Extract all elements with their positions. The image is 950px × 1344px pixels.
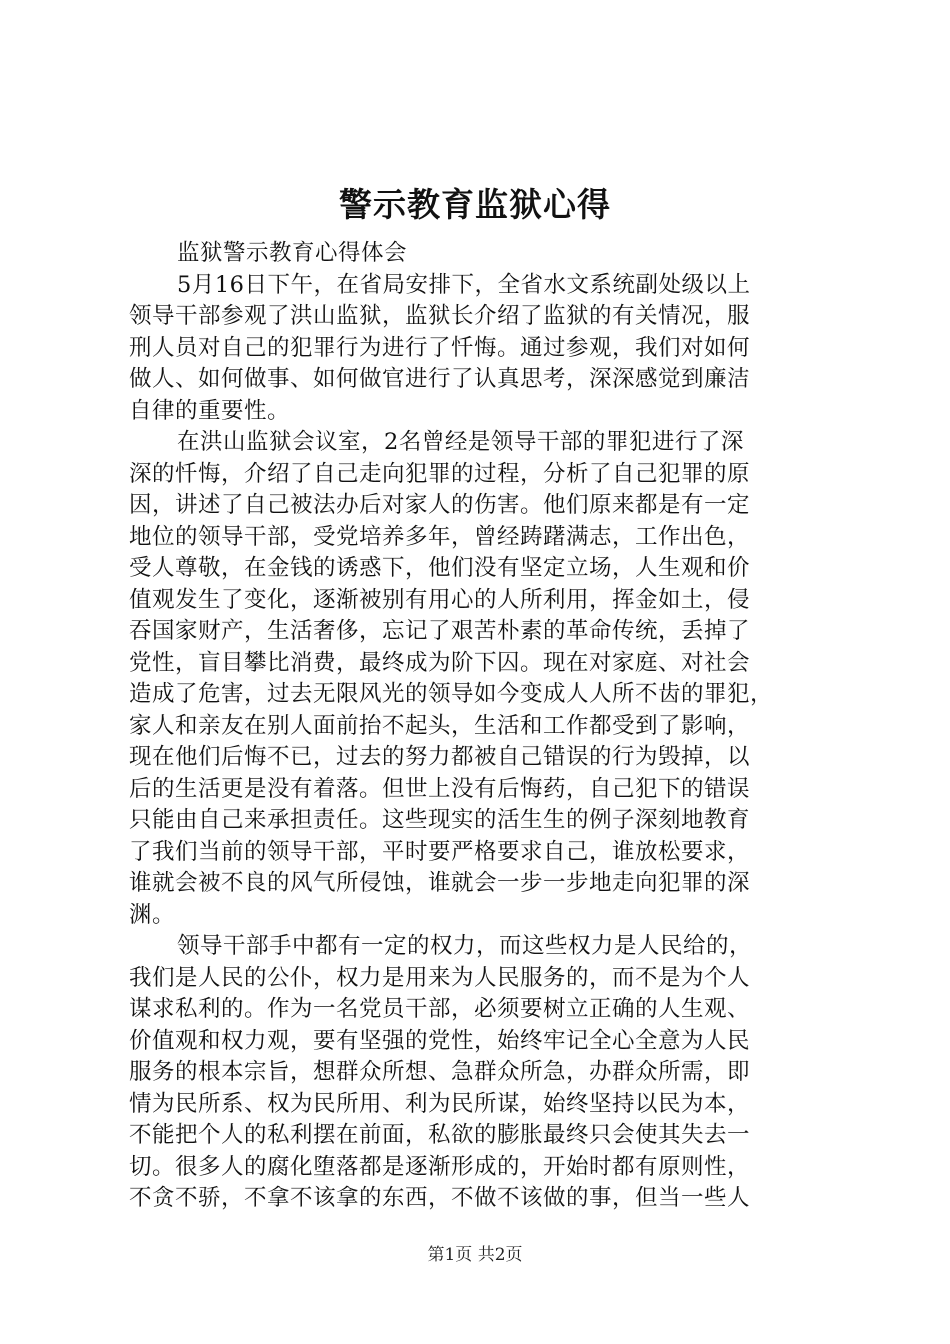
body-text-line: 造成了危害，过去无限风光的领导如今变成人人所不齿的罪犯，: [129, 681, 774, 707]
body-text-line: 谁就会被不良的风气所侵蚀，谁就会一步一步地走向犯罪的深: [129, 870, 751, 896]
body-text-line: 后的生活更是没有着落。但世上没有后悔药，自己犯下的错误: [129, 775, 751, 802]
body-text-line: 不贪不骄，不拿不该拿的东西，不做不该做的事，但当一些人: [129, 1185, 751, 1211]
body-text-line: 党性，盲目攀比消费，最终成为阶下囚。现在对家庭、对社会: [129, 649, 751, 676]
body-text-line: 领导干部参观了洪山监狱，监狱长介绍了监狱的有关情况，服: [129, 303, 751, 329]
body-text-line: 服务的根本宗旨，想群众所想、急群众所急，办群众所需，即: [129, 1059, 751, 1085]
body-text-line: 不能把个人的私利摆在前面，私欲的膨胀最终只会使其失去一: [129, 1122, 751, 1148]
body-text-line: 领导干部手中都有一定的权力，而这些权力是人民给的，: [177, 933, 753, 959]
body-text-line: 深的忏悔，介绍了自己走向犯罪的过程，分析了自己犯罪的原: [129, 460, 751, 487]
body-text-line: 吞国家财产，生活奢侈，忘记了艰苦朴素的革命传统，丢掉了: [129, 618, 751, 644]
body-text-line: 渊。: [129, 901, 176, 928]
body-text-line: 值观发生了变化，逐渐被别有用心的人所利用，挥金如土，侵: [129, 586, 751, 613]
body-text-line: 谋求私利的。作为一名党员干部，必须要树立正确的人生观、: [129, 996, 751, 1022]
body-text-line: 监狱警示教育心得体会: [177, 240, 408, 266]
body-text-line: 5月16日下午，在省局安排下，全省水文系统副处级以上: [177, 271, 751, 298]
body-text-line: 自律的重要性。: [129, 397, 291, 424]
body-text-line: 现在他们后悔不已，过去的努力都被自己错误的行为毁掉，以: [129, 744, 751, 770]
body-text-line: 价值观和权力观，要有坚强的党性，始终牢记全心全意为人民: [129, 1027, 751, 1054]
body-text-line: 只能由自己来承担责任。这些现实的活生生的例子深刻地教育: [129, 807, 751, 833]
body-text-line: 刑人员对自己的犯罪行为进行了忏悔。通过参观，我们对如何: [129, 334, 751, 361]
document-body: [129, 238, 829, 1215]
body-text-line: 切。很多人的腐化堕落都是逐渐形成的，开始时都有原则性，: [129, 1153, 751, 1180]
body-text-line: 家人和亲友在别人面前抬不起头，生活和工作都受到了影响，: [129, 712, 751, 739]
body-text-line: 因，讲述了自己被法办后对家人的伤害。他们原来都是有一定: [129, 492, 751, 518]
page-number-footer: 第1页 共2页: [427, 1245, 523, 1265]
document-title: 警示教育监狱心得: [339, 185, 611, 224]
body-text-line: 地位的领导干部，受党培养多年，曾经踌躇满志，工作出色，: [129, 523, 751, 550]
body-text-line: 情为民所系、权为民所用、利为民所谋，始终坚持以民为本，: [129, 1090, 751, 1117]
body-text-line: 在洪山监狱会议室，2名曾经是领导干部的罪犯进行了深: [177, 429, 744, 455]
body-text-line: 受人尊敬，在金钱的诱惑下，他们没有坚定立场，人生观和价: [129, 555, 751, 581]
body-text-line: 做人、如何做事、如何做官进行了认真思考，深深感觉到廉洁: [129, 366, 751, 392]
body-text-line: 我们是人民的公仆，权力是用来为人民服务的，而不是为个人: [129, 964, 751, 991]
body-text-line: 了我们当前的领导干部，平时要严格要求自己，谁放松要求，: [129, 838, 751, 865]
